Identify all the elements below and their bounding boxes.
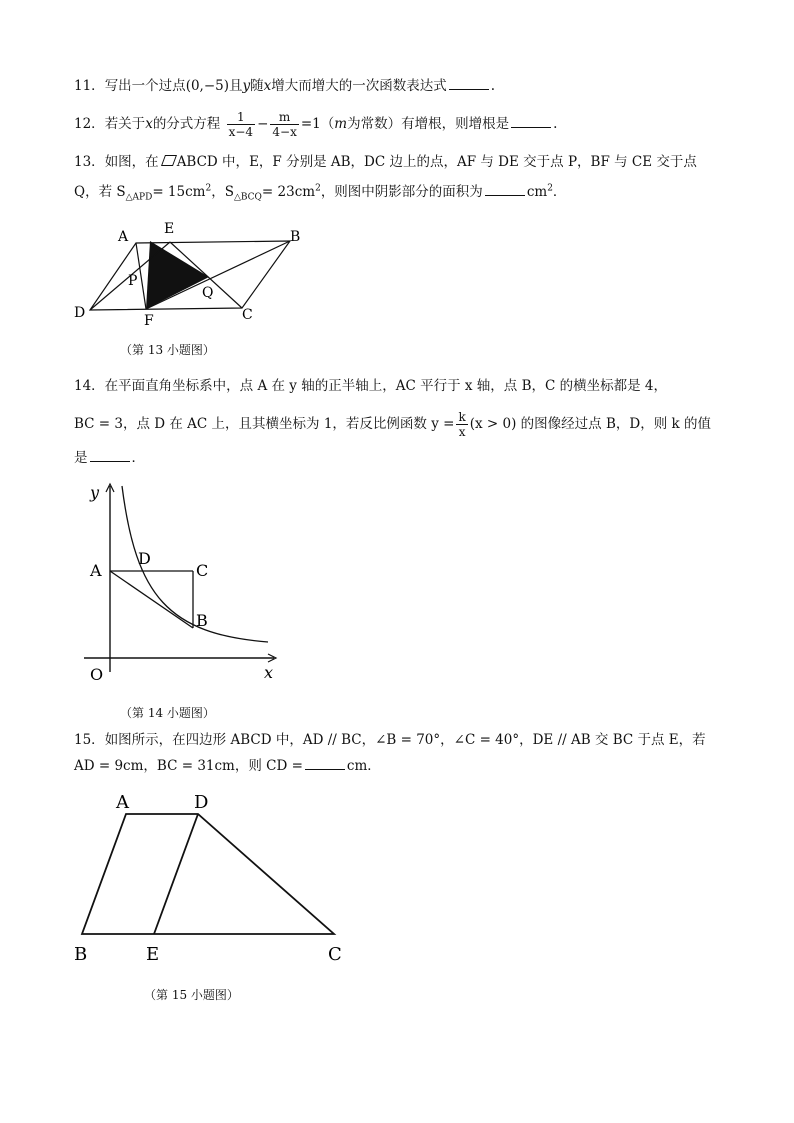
- caption-15: （第 15 小题图）: [144, 988, 239, 1002]
- q13-text-2e: ，则图中阴影部分的面积为: [320, 184, 483, 200]
- q14-text-2b: (x > 0) 的图像经过点 B，D，则 k 的值: [469, 416, 711, 432]
- q12-text-3: 为常数）有增根，则增根是: [347, 116, 510, 132]
- label-f: F: [144, 313, 154, 329]
- q13-text-1b: ABCD 中，: [176, 154, 250, 170]
- label-y: y: [90, 483, 100, 502]
- label-d: D: [194, 792, 209, 813]
- segment-ab: [110, 571, 193, 628]
- q12-frac2-den: 4−x: [272, 125, 297, 139]
- q12-frac1-num: 1: [227, 110, 255, 125]
- q13-text-2g: ．: [552, 184, 567, 200]
- question-13-line-2: [74, 180, 566, 203]
- q14-text-3b: ．: [131, 450, 145, 466]
- caption-14: （第 14 小题图）: [120, 706, 215, 720]
- label-b: B: [290, 229, 301, 245]
- q12-text-2: 的分式方程: [152, 116, 221, 132]
- question-14-line-2: [74, 410, 711, 439]
- q12-eq: =1（: [300, 116, 335, 132]
- q13-sub-1: △APD: [125, 192, 153, 203]
- q15-text-2a: AD = 9cm，BC = 31cm，则 CD =: [74, 758, 303, 774]
- question-14-line-3: [74, 446, 145, 466]
- q15-text-1: 如图所示，在四边形 ABCD 中，AD // BC，∠B = 70°，∠C = 40°，DE // AB 交 BC 于点 E，若: [104, 732, 706, 748]
- question-11: [74, 74, 495, 94]
- q14-frac-num: k: [458, 410, 466, 424]
- q15-answer-blank[interactable]: [305, 768, 345, 770]
- q12-frac1-den: x−4: [228, 125, 254, 139]
- q12-answer-blank[interactable]: [511, 126, 551, 128]
- label-c: C: [242, 307, 253, 323]
- question-14-line-1: 14．在平面直角坐标系中，点 A 在 y 轴的正半轴上，AC 平行于 x 轴，点 B，C 的横坐标都是 4，: [74, 378, 667, 394]
- label-e: E: [146, 944, 160, 965]
- q13-sup-1: 2: [205, 183, 212, 194]
- q11-text-3: 随: [250, 78, 264, 94]
- parallelogram-symbol-icon: [161, 155, 177, 166]
- figure-13-parallelogram: [68, 215, 308, 330]
- label-p: P: [128, 273, 138, 289]
- q11-text-4: 增大而增大的一次函数表达式: [271, 78, 447, 94]
- figure-14-coordinate-plane: [78, 476, 288, 686]
- label-b: B: [74, 944, 88, 965]
- question-15-line-1: [74, 728, 706, 748]
- label-b: B: [196, 611, 208, 630]
- q13-text-2d: = 23cm: [261, 184, 316, 200]
- q13-text-1c: E，F 分别是 AB，DC 边上的点，AF 与 DE 交于点 P，BF 与 CE 交于点: [249, 154, 697, 170]
- q13-number: 13．: [74, 154, 105, 170]
- q12-var-m: m: [334, 116, 348, 132]
- label-q: Q: [202, 285, 214, 301]
- label-c: C: [196, 561, 209, 580]
- q11-answer-blank[interactable]: [449, 88, 489, 90]
- q13-text-2c: ，S: [211, 184, 234, 200]
- q12-fraction-1: [227, 110, 255, 139]
- q13-text-2a: Q，若 S: [74, 184, 126, 200]
- label-o: O: [90, 665, 104, 684]
- q14-answer-blank[interactable]: [90, 460, 130, 462]
- q11-text-2: 且: [229, 78, 243, 94]
- segment-af: [136, 243, 146, 309]
- q12-var-x: x: [145, 116, 153, 132]
- label-c: C: [328, 944, 342, 965]
- question-13-line-1: [74, 150, 697, 170]
- q11-text-1: 写出一个过点: [104, 78, 186, 94]
- q14-fraction: [456, 410, 467, 439]
- label-e: E: [164, 221, 175, 237]
- q12-number: 12．: [74, 116, 105, 132]
- label-a: A: [116, 792, 129, 813]
- q12-minus: −: [257, 116, 269, 132]
- label-x: x: [264, 663, 274, 682]
- q13-answer-blank[interactable]: [485, 194, 525, 196]
- q13-sub-2: △BCQ: [233, 192, 262, 203]
- figure-15-trapezoid: [66, 784, 366, 974]
- q11-point: (0,−5): [185, 78, 230, 94]
- q14-text-2a: BC = 3，点 D 在 AC 上，且其横坐标为 1，若反比例函数 y =: [74, 416, 455, 432]
- q11-end: .: [490, 78, 496, 94]
- q13-sup-2: 2: [315, 183, 321, 194]
- label-a: A: [118, 229, 129, 245]
- q11-var-y: y: [242, 78, 251, 94]
- q11-number: 11．: [74, 78, 105, 94]
- quadrilateral-abcd: [82, 814, 334, 934]
- q14-frac-den: x: [458, 425, 466, 439]
- caption-13: （第 13 小题图）: [120, 343, 215, 357]
- q11-var-x: x: [263, 78, 272, 94]
- q14-text-3a: 是: [74, 450, 88, 466]
- segment-de: [154, 814, 198, 934]
- q13-text-2f: cm: [526, 184, 548, 200]
- shaded-region: [146, 241, 209, 309]
- q15-number: 15．: [74, 732, 105, 748]
- label-d: D: [74, 305, 86, 321]
- q12-frac2-num: m: [270, 110, 298, 125]
- q13-sup-3: 2: [547, 183, 553, 194]
- q12-text-1: 若关于: [104, 116, 146, 132]
- q13-text-1a: 如图，在: [104, 154, 159, 170]
- label-a: A: [90, 561, 102, 580]
- q13-text-2b: = 15cm: [152, 184, 206, 200]
- q15-text-2b: cm．: [346, 758, 381, 774]
- question-15-line-2: [74, 754, 381, 774]
- question-12: [74, 110, 557, 139]
- q12-end: .: [553, 116, 558, 132]
- label-d: D: [138, 549, 151, 568]
- q12-fraction-2: [270, 110, 298, 139]
